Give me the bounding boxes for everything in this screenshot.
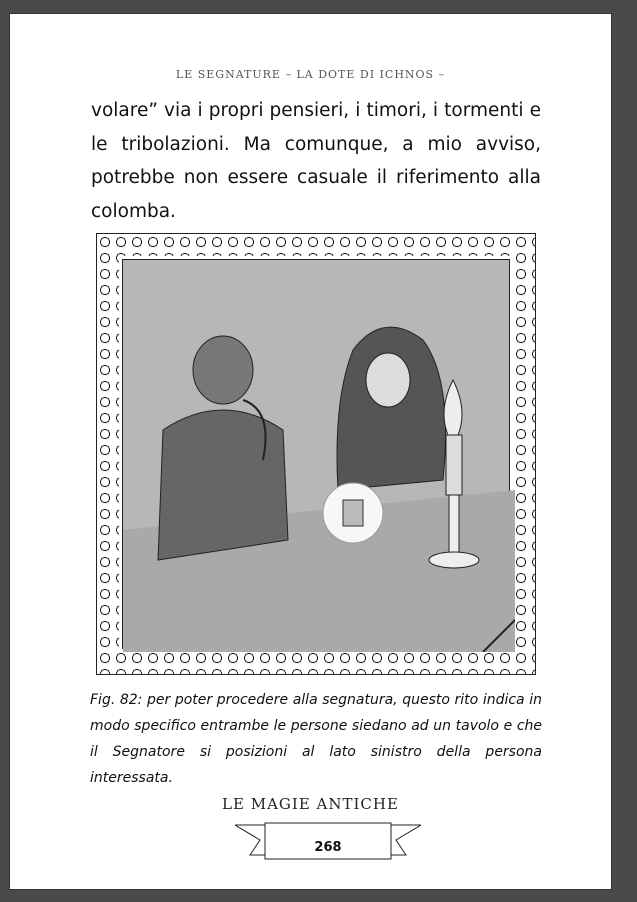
illustration-svg bbox=[123, 260, 515, 652]
woman-figure bbox=[337, 327, 446, 490]
running-header: LE SEGNATURE – LA DOTE DI ICHNOS – bbox=[175, 68, 446, 81]
figure-inner bbox=[119, 256, 513, 652]
book-page bbox=[10, 14, 611, 889]
figure-caption: Fig. 82: per poter procedere alla segnatura, questo rito indica in modo specifico entrambe le persone siedano ad un tavolo e che il Segnatore si posizioni al lato sinistro della persona interessata. bbox=[90, 692, 542, 786]
body-paragraph: volare” via i propri pensieri, i timori, i tormenti e le tribolazioni. Ma comunque, a mio avviso, potrebbe non essere casuale il riferimento alla colomba. bbox=[91, 100, 541, 222]
man-figure bbox=[158, 336, 288, 560]
figure-illustration bbox=[122, 259, 510, 649]
glass-icon bbox=[343, 500, 363, 526]
figure-frame bbox=[96, 233, 536, 675]
page-number: 268 bbox=[314, 840, 342, 855]
book-title: LE MAGIE ANTICHE bbox=[222, 795, 399, 813]
